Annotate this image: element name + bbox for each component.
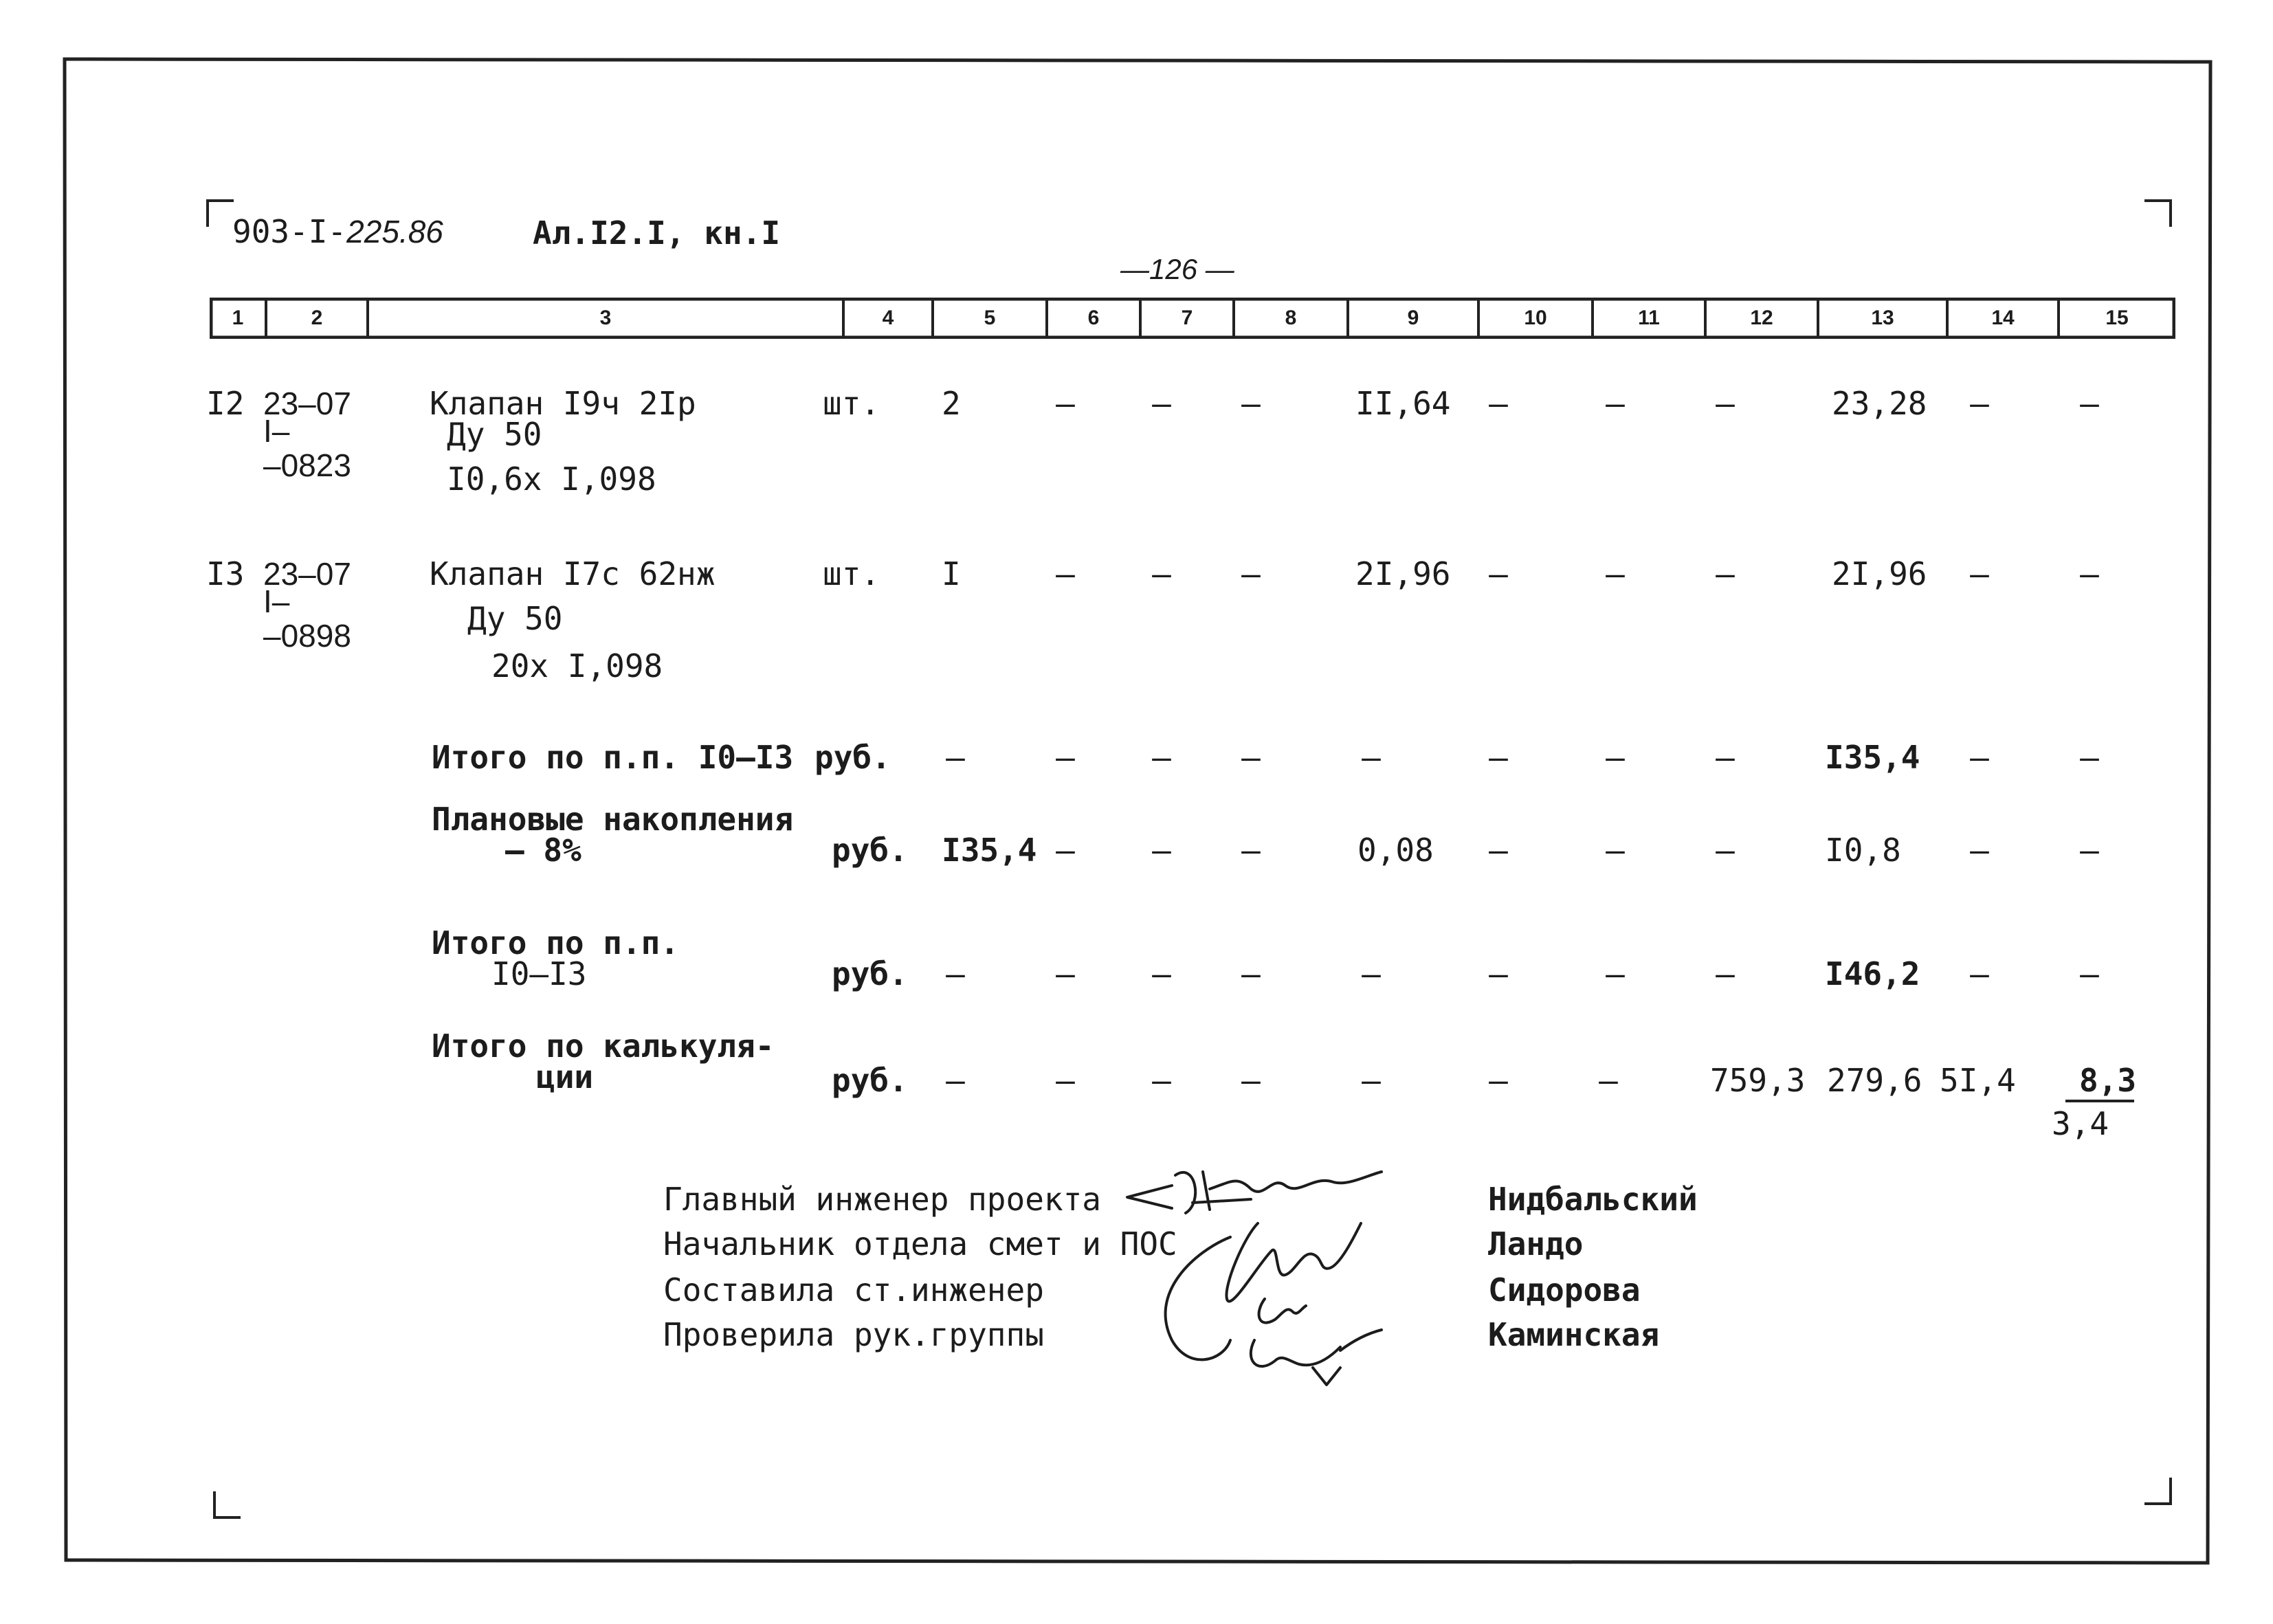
column-number-4: 4: [882, 307, 894, 329]
col-15-denominator: 3,4: [2052, 1105, 2109, 1142]
col-15: –: [2080, 555, 2099, 592]
album-ref: Ал.I2.I, кн.I: [533, 214, 781, 252]
col-7: –: [1152, 385, 1171, 422]
total-cost: 23,28: [1832, 385, 1927, 422]
col-11: –: [1599, 1062, 1618, 1099]
column-number-10: 10: [1524, 307, 1547, 329]
item-size: Ду 50: [467, 600, 563, 637]
unit: руб.: [832, 1062, 908, 1099]
crop-mark-top-left: [206, 199, 234, 227]
total-cost: I35,4: [1825, 739, 1920, 776]
col-11: –: [1606, 832, 1625, 869]
column-number-14: 14: [1991, 307, 2015, 329]
col-12: –: [1716, 955, 1735, 992]
role-chief-engineer: Главный инженер проекта: [663, 1181, 1101, 1218]
column-number-3: 3: [599, 307, 612, 329]
unit: руб.: [814, 739, 891, 776]
col-15: –: [2080, 739, 2099, 776]
col-8: –: [1241, 385, 1261, 422]
planned-label-line-1: Плановые накопления: [432, 801, 794, 838]
unit-price: II,64: [1355, 385, 1451, 422]
name-head-of-department: Ландо: [1488, 1225, 1584, 1263]
col-9: –: [1362, 739, 1381, 776]
col-12: –: [1716, 385, 1735, 422]
unit: руб.: [832, 955, 908, 992]
role-compiled-by: Составила ст.инженер: [663, 1271, 1044, 1309]
col-14: –: [1970, 385, 1989, 422]
role-head-of-department: Начальник отдела смет и ПОС: [663, 1225, 1177, 1263]
col-12: –: [1716, 555, 1735, 592]
grand-total-label-line-2: ции: [536, 1058, 594, 1095]
crop-mark-top-right: [2144, 199, 2172, 227]
column-number-12: 12: [1750, 307, 1773, 329]
quantity: 2: [942, 385, 961, 422]
col-8: –: [1241, 555, 1261, 592]
col-5: –: [946, 1062, 965, 1099]
name-compiled-by: Сидорова: [1488, 1271, 1641, 1309]
price-code-line-2: I–: [263, 413, 290, 449]
crop-mark-bottom-left: [213, 1491, 241, 1519]
doc-code-printed: 903-I-: [232, 213, 347, 250]
col-9: –: [1362, 1062, 1381, 1099]
col-15: –: [2080, 832, 2099, 869]
planned-label-line-2: – 8%: [505, 832, 581, 869]
price-code-line-1: 23–07: [263, 386, 351, 421]
col-7: –: [1152, 739, 1171, 776]
col-6: –: [1056, 385, 1075, 422]
doc-code-handwritten: 225.86: [346, 214, 443, 249]
col-13-value: 279,6: [1827, 1062, 1922, 1099]
col-10: –: [1489, 555, 1508, 592]
base-amount: I35,4: [942, 832, 1037, 869]
grand-total-label-line-1: Итого по калькуля-: [432, 1027, 775, 1065]
signatures-graphic: [1107, 1134, 1471, 1395]
item-size: Ду 50: [447, 416, 542, 453]
role-checked-by: Проверила рук.группы: [663, 1316, 1044, 1353]
column-header: [210, 298, 2175, 339]
col-15-numerator: 8,3: [2079, 1062, 2137, 1099]
price-code-line-3: –0823: [263, 447, 351, 483]
col-7: –: [1152, 955, 1171, 992]
item-formula: I0,6х I,098: [447, 460, 656, 498]
col-7: –: [1152, 1062, 1171, 1099]
col-14: –: [1970, 739, 1989, 776]
column-number-6: 6: [1087, 307, 1100, 329]
col-8: –: [1241, 832, 1261, 869]
price-code-line-3: –0898: [263, 618, 351, 654]
col-7: –: [1152, 555, 1171, 592]
doc-code: [232, 213, 443, 250]
col-8: –: [1241, 1062, 1261, 1099]
col-10: –: [1489, 739, 1508, 776]
col-12: –: [1716, 832, 1735, 869]
column-number-11: 11: [1638, 307, 1660, 329]
unit: руб.: [832, 832, 908, 869]
col-15: –: [2080, 385, 2099, 422]
col-12-value: 759,3: [1710, 1062, 1806, 1099]
column-number-13: 13: [1871, 307, 1894, 329]
column-number-7: 7: [1181, 307, 1193, 329]
col-7: –: [1152, 832, 1171, 869]
column-number-15: 15: [2105, 307, 2129, 329]
page-number: —126 —: [1120, 253, 1234, 285]
col-14: –: [1970, 955, 1989, 992]
column-number-9: 9: [1407, 307, 1419, 329]
col-5: –: [946, 955, 965, 992]
col-12: –: [1716, 739, 1735, 776]
col-10: –: [1489, 1062, 1508, 1099]
col-11: –: [1606, 385, 1625, 422]
total-label-line-1: Итого по п.п.: [432, 924, 680, 961]
unit: шт.: [823, 385, 880, 422]
column-number-5: 5: [984, 307, 996, 329]
col-11: –: [1606, 739, 1625, 776]
total-label-line-2: I0–I3: [491, 955, 587, 992]
col-6: –: [1056, 955, 1075, 992]
crop-mark-bottom-right: [2144, 1478, 2172, 1505]
item-formula: 20х I,098: [491, 647, 663, 685]
row-number: I2: [206, 385, 245, 422]
col-10: –: [1489, 385, 1508, 422]
column-number-2: 2: [311, 307, 323, 329]
price-code-line-2: I–: [263, 583, 290, 619]
total-cost: 2I,96: [1832, 555, 1927, 592]
total-cost: I0,8: [1825, 832, 1901, 869]
item-name: Клапан I9ч 2Iр: [430, 385, 696, 422]
col-6: –: [1056, 1062, 1075, 1099]
col-6: –: [1056, 832, 1075, 869]
price-code-line-1: 23–07: [263, 556, 351, 592]
col-8: –: [1241, 739, 1261, 776]
col-11: –: [1606, 955, 1625, 992]
item-name: Клапан I7с 62нж: [430, 555, 716, 592]
col-10: –: [1489, 955, 1508, 992]
col-14: –: [1970, 832, 1989, 869]
unit: шт.: [823, 555, 880, 592]
col-6: –: [1056, 739, 1075, 776]
col-9: –: [1362, 955, 1381, 992]
col-14-value: 5I,4: [1940, 1062, 2016, 1099]
col-5: –: [946, 739, 965, 776]
row-number: I3: [206, 555, 245, 592]
col-15: –: [2080, 955, 2099, 992]
col-10: –: [1489, 832, 1508, 869]
fraction-bar: [2065, 1100, 2134, 1102]
unit-price: 2I,96: [1355, 555, 1451, 592]
col-6: –: [1056, 555, 1075, 592]
name-chief-engineer: Нидбальский: [1488, 1181, 1698, 1218]
quantity: I: [942, 555, 961, 592]
col-14: –: [1970, 555, 1989, 592]
column-number-8: 8: [1285, 307, 1297, 329]
total-cost: I46,2: [1825, 955, 1920, 992]
col-11: –: [1606, 555, 1625, 592]
total-label: Итого по п.п. I0–I3: [432, 739, 794, 776]
name-checked-by: Каминская: [1488, 1316, 1660, 1353]
col-8: –: [1241, 955, 1261, 992]
column-number-1: 1: [232, 307, 244, 329]
rate: 0,08: [1357, 832, 1434, 869]
